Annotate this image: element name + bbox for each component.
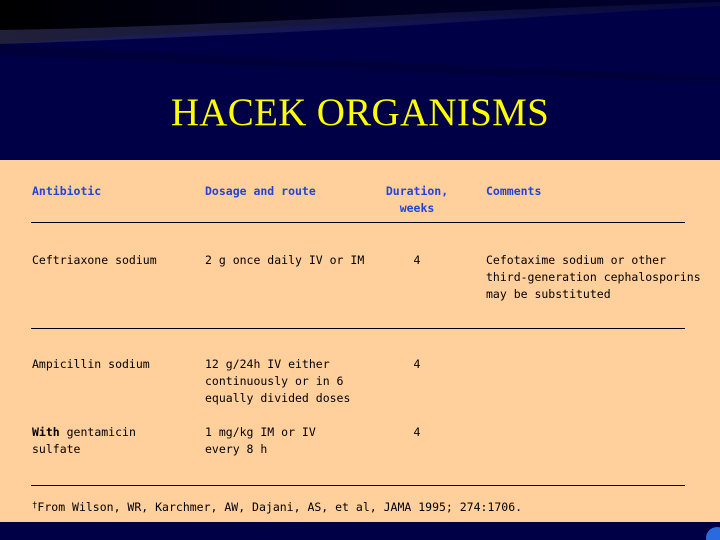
header-antibiotic: Antibiotic (32, 184, 102, 198)
header-duration-line2: weeks (399, 201, 435, 215)
corner-circle-icon (706, 527, 720, 540)
header-duration-line1: Duration, (385, 184, 449, 198)
treatment-table (0, 160, 720, 522)
row1-comment-line2: third-generation cephalosporins (486, 270, 701, 284)
header-divider (31, 222, 685, 223)
row1-comment-line3: may be substituted (486, 287, 611, 301)
header-dosage: Dosage and route (205, 184, 316, 198)
row-divider (31, 328, 685, 329)
slide-title: HACEK ORGANISMS (170, 91, 550, 134)
background-decoration (0, 0, 720, 160)
row3-dosage-line2: every 8 h (205, 442, 268, 456)
row2-dosage-line1: 12 g/24h IV either (205, 357, 330, 371)
row3-antibiotic-name: gentamicin (59, 425, 136, 439)
row1-duration: 4 (413, 253, 421, 267)
row3-dosage-line1: 1 mg/kg IM or IV (205, 425, 316, 439)
with-label: With (32, 425, 60, 439)
row2-antibiotic: Ampicillin sodium (32, 357, 150, 371)
footer-divider (31, 485, 685, 486)
row2-dosage-line3: equally divided doses (205, 391, 351, 405)
footnote (32, 498, 522, 516)
footnote-mark: † (32, 501, 38, 511)
row1-dosage: 2 g once daily IV or IM (205, 253, 365, 267)
bottom-bar (0, 522, 720, 540)
row3-duration: 4 (413, 425, 421, 439)
row1-comment-line1: Cefotaxime sodium or other (486, 253, 667, 267)
footnote-text: From Wilson, WR, Karchmer, AW, Dajani, AS, et al, JAMA 1995; 274:1706. (37, 500, 523, 514)
row3-antibiotic-line1 (32, 424, 136, 441)
row1-antibiotic: Ceftriaxone sodium (32, 253, 157, 267)
row2-duration: 4 (413, 357, 421, 371)
header-comments: Comments (486, 184, 542, 198)
row3-antibiotic-line2: sulfate (32, 442, 81, 456)
row2-dosage-line2: continuously or in 6 (205, 374, 344, 388)
